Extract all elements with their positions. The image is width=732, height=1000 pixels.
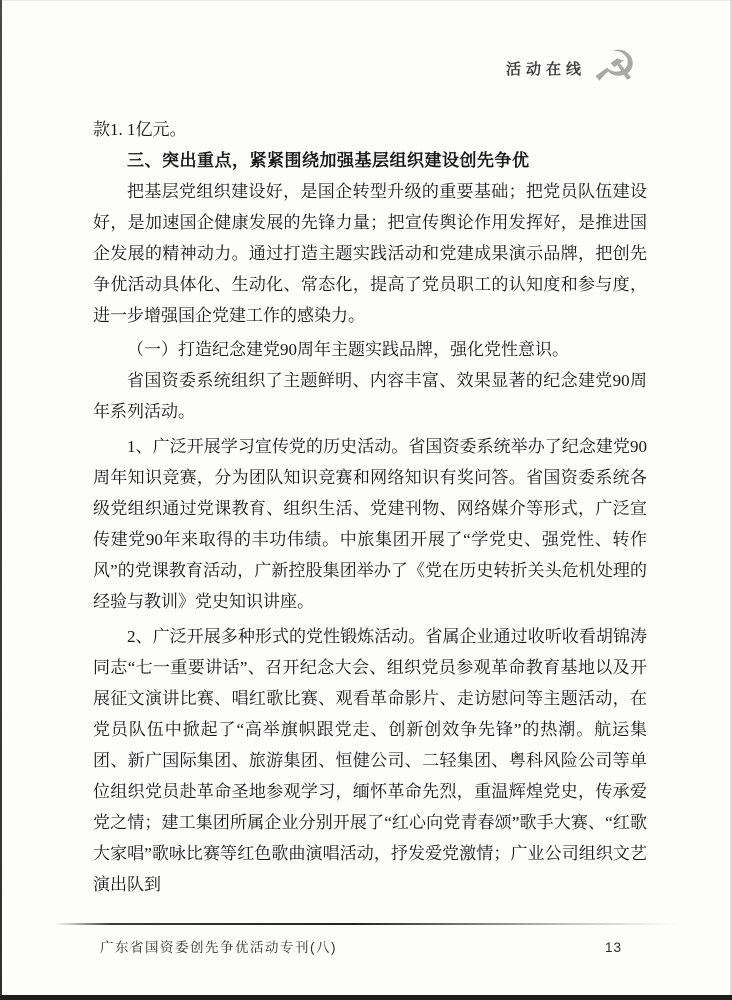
footer-divider	[55, 923, 677, 925]
numbered-paragraph: 2、广泛开展多种形式的党性锻炼活动。省属企业通过收听收看胡锦涛同志“七一重要讲话”、召开纪念大会、组织党员参观革命教育基地以及开展征文演讲比赛、唱红歌比赛、观看革命影片、走访慰问等主题活动，在党员队伍中掀起了“高举旗帜跟党走、创新创效争先锋”的热潮。航运集团、新广国际集团、旅游集团、恒健公司、二轻集团、粤科风险公司等单位组织党员赴革命圣地参观学习，缅怀革命先烈，重温辉煌党史，传承爱党之情；建工集团所属企业分别开展了“红心向党青春颂”歌手大赛、“红歌大家唱”歌咏比赛等红色歌曲演唱活动，抒发爱党激情；广业公司组织文艺演出队到	[93, 627, 647, 894]
paragraph: 省国资委系统组织了主题鲜明、内容丰富、效果显著的纪念建党90周年系列活动。	[93, 371, 647, 421]
footer-journal-title: 广东省国资委创先争优活动专刊(八)	[100, 940, 337, 955]
scan-edge-top	[0, 0, 732, 1]
page-header	[505, 35, 644, 101]
scan-edge-left	[0, 0, 2, 1000]
document-body	[93, 114, 647, 900]
paragraph: 把基层党组织建设好，是国企转型升级的重要基础；把党员队伍建设好，是加速国企健康发展的先锋力量；把宣传舆论作用发挥好，是推进国企发展的精神动力。通过打造主题实践活动和党建成果演示品牌，把创先争优活动具体化、生动化、常态化，提高了党员职工的认知度和参与度，进一步增强国企党建工作的感染力。	[93, 182, 647, 325]
header-title: 活动在线	[505, 60, 586, 78]
section-heading: 三、突出重点，紧紧围绕加强基层组织建设创先争优	[127, 151, 530, 170]
scan-edge-bottom	[0, 995, 732, 1000]
page-footer	[100, 936, 622, 956]
numbered-paragraph: 1、广泛开展学习宣传党的历史活动。省国资委系统举办了纪念建党90周年知识竞赛，分为团队知识竞赛和网络知识有奖问答。省国资委系统各级党组织通过党课教育、组织生活、党建刊物、网络媒介等形式，广泛宣传建党90年来取得的丰功伟绩。中旅集团开展了“学党史、强党性、转作风”的党课教育活动，广新控股集团举办了《党在历史转折关头危机处理的经验与教训》党史知识讲座。	[93, 437, 647, 611]
paragraph-continuation: 款1. 1亿元。	[93, 120, 187, 139]
subsection-heading: （一）打造纪念建党90周年主题实践品牌，强化党性意识。	[127, 340, 569, 359]
hammer-and-sickle-icon: ☭	[587, 35, 644, 101]
footer-page-number: 13	[604, 940, 622, 955]
